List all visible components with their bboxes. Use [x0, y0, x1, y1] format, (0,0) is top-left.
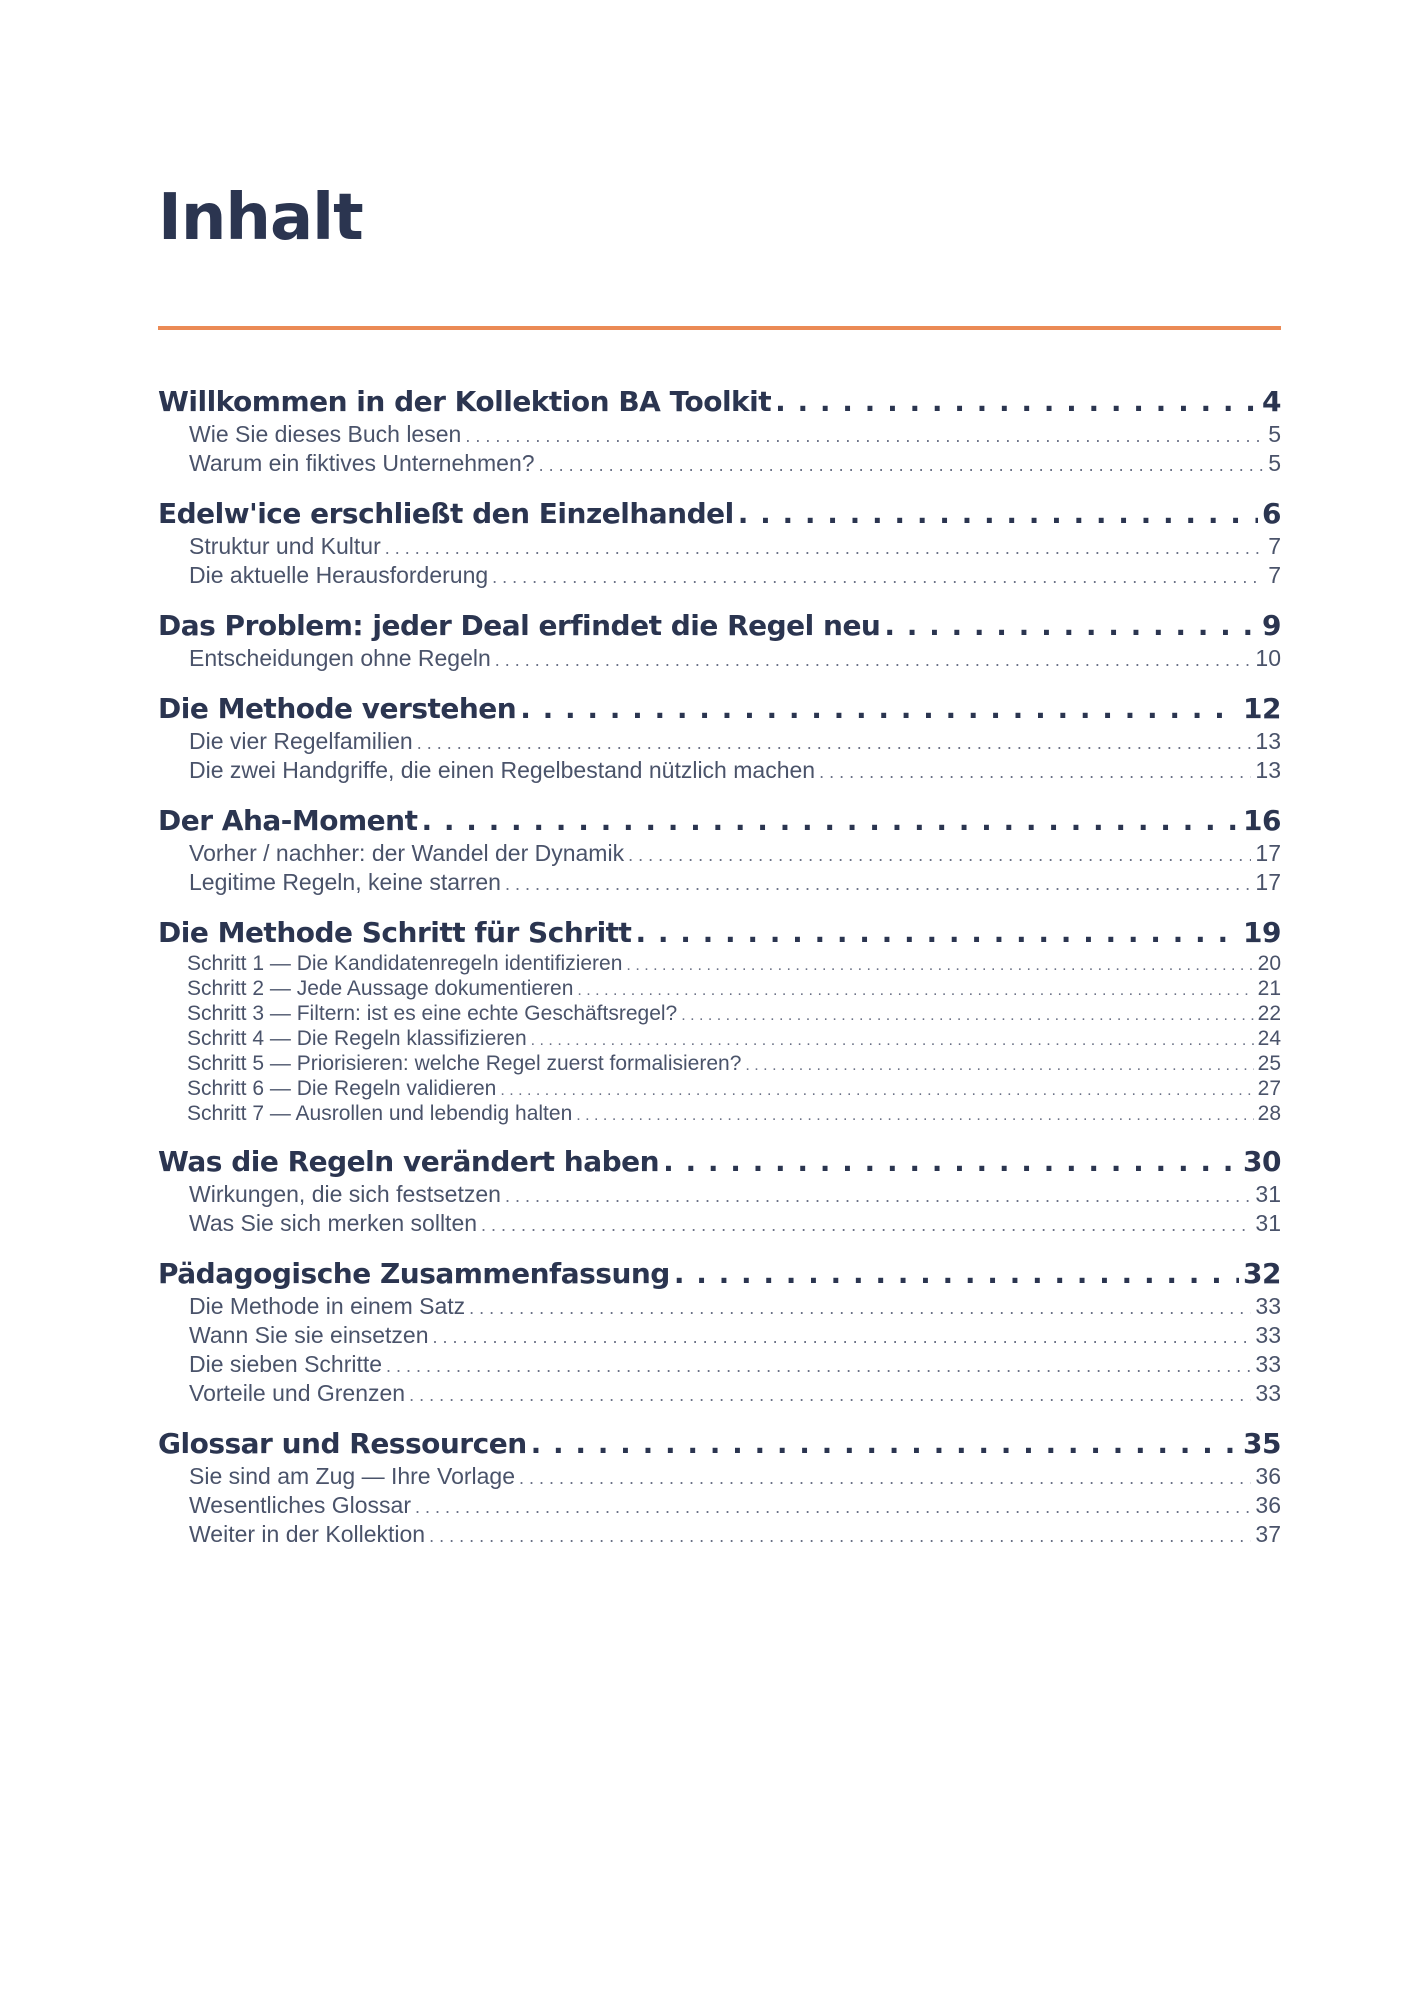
- dot-leader: [626, 953, 1253, 978]
- dot-leader: [495, 646, 1252, 675]
- dot-leader: [386, 1352, 1251, 1381]
- toc-chapter-block: [158, 608, 1281, 673]
- toc-section-entry-label: Was Sie sich merken sollten: [189, 1210, 478, 1236]
- toc-step-entry[interactable]: [158, 976, 1281, 1001]
- toc-chapter-entry-page-number: 4: [1262, 385, 1281, 418]
- toc-section-entry-label: Wesentliches Glossar: [189, 1492, 411, 1518]
- dot-leader: [519, 1464, 1251, 1493]
- toc-chapter-entry[interactable]: [158, 496, 1281, 532]
- toc-section-entry-label: Entscheidungen ohne Regeln: [189, 645, 491, 671]
- toc-section-entry[interactable]: [158, 532, 1281, 561]
- toc-chapter-entry[interactable]: [158, 384, 1281, 420]
- toc-chapter-block: [158, 1426, 1281, 1549]
- toc-chapter-entry-label: Das Problem: jeder Deal erfindet die Regel neu: [158, 609, 881, 642]
- toc-section-entry-page-number: 31: [1255, 1181, 1281, 1207]
- toc-chapter-block: [158, 803, 1281, 897]
- toc-section-entry-label: Die aktuelle Herausforderung: [189, 562, 489, 588]
- toc-chapter-entry-label: Willkommen in der Kollektion BA Toolkit: [158, 385, 772, 418]
- title-divider: [158, 326, 1281, 330]
- toc-section-entry-page-number: 33: [1255, 1293, 1281, 1319]
- toc-section-entry[interactable]: [158, 644, 1281, 673]
- toc-chapter-entry-page-number: 16: [1243, 804, 1281, 837]
- toc-section-entry-label: Legitime Regeln, keine starren: [189, 869, 501, 895]
- dot-leader: [531, 1028, 1254, 1053]
- toc-step-entry-page-number: 25: [1257, 1052, 1281, 1075]
- toc-section-entry[interactable]: [158, 1180, 1281, 1209]
- toc-section-entry-page-number: 33: [1255, 1322, 1281, 1348]
- dot-leader: [433, 1323, 1252, 1352]
- dot-leader: [884, 608, 1258, 644]
- dot-leader: [409, 1381, 1251, 1410]
- toc-section-entry-label: Wirkungen, die sich festsetzen: [189, 1181, 501, 1207]
- toc-step-entry-label: Schritt 2 — Jede Aussage dokumentieren: [187, 977, 574, 1000]
- toc-chapter-entry-page-number: 32: [1243, 1257, 1281, 1290]
- dot-leader: [628, 841, 1251, 870]
- toc-chapter-entry-page-number: 30: [1243, 1145, 1281, 1178]
- toc-section-entry-label: Weiter in der Kollektion: [189, 1521, 426, 1547]
- toc-section-entry-page-number: 31: [1255, 1210, 1281, 1236]
- toc-section-entry[interactable]: [158, 1292, 1281, 1321]
- toc-section-entry-page-number: 36: [1255, 1463, 1281, 1489]
- toc-chapter-block: [158, 915, 1281, 1126]
- toc-chapter-entry[interactable]: [158, 1426, 1281, 1462]
- toc-section-entry-page-number: 17: [1255, 869, 1281, 895]
- dot-leader: [520, 691, 1239, 727]
- page-title: Inhalt: [158, 181, 363, 255]
- toc-chapter-entry-label: Was die Regeln verändert haben: [158, 1145, 660, 1178]
- toc-step-entry-label: Schritt 6 — Die Regeln validieren: [187, 1077, 497, 1100]
- toc-section-entry-label: Struktur und Kultur: [189, 533, 381, 559]
- dot-leader: [745, 1053, 1253, 1078]
- toc-step-entry-label: Schritt 4 — Die Regeln klassifizieren: [187, 1027, 527, 1050]
- toc-chapter-entry-label: Die Methode verstehen: [158, 692, 517, 725]
- toc-chapter-entry[interactable]: [158, 803, 1281, 839]
- toc-section-entry-label: Die vier Regelfamilien: [189, 728, 413, 754]
- toc-step-entry[interactable]: [158, 1051, 1281, 1076]
- toc-section-entry-page-number: 13: [1255, 728, 1281, 754]
- toc-section-entry[interactable]: [158, 1520, 1281, 1549]
- dot-leader: [465, 422, 1264, 451]
- toc-section-entry-label: Warum ein fiktives Unternehmen?: [189, 450, 535, 476]
- toc-chapter-entry[interactable]: [158, 915, 1281, 951]
- toc-section-entry[interactable]: [158, 1462, 1281, 1491]
- toc-step-entry[interactable]: [158, 951, 1281, 976]
- toc-chapter-entry-page-number: 12: [1243, 692, 1281, 725]
- toc-chapter-entry[interactable]: [158, 691, 1281, 727]
- toc-step-entry-page-number: 24: [1257, 1027, 1281, 1050]
- toc-chapter-entry-label: Die Methode Schritt für Schritt: [158, 916, 632, 949]
- toc-section-entry-page-number: 33: [1255, 1380, 1281, 1406]
- dot-leader: [635, 915, 1239, 951]
- toc-step-entry[interactable]: [158, 1001, 1281, 1026]
- toc-chapter-entry-label: Glossar und Ressourcen: [158, 1427, 527, 1460]
- toc-section-entry-label: Wann Sie sie einsetzen: [189, 1322, 429, 1348]
- dot-leader: [775, 384, 1258, 420]
- toc-chapter-entry[interactable]: [158, 608, 1281, 644]
- toc-section-entry-page-number: 10: [1255, 645, 1281, 671]
- toc-section-entry[interactable]: [158, 1321, 1281, 1350]
- toc-section-entry-label: Die zwei Handgriffe, die einen Regelbestand nützlich machen: [189, 757, 816, 783]
- toc-chapter-entry-label: Der Aha-Moment: [158, 804, 418, 837]
- toc-chapter-block: [158, 496, 1281, 590]
- toc-chapter-block: [158, 691, 1281, 785]
- toc-section-entry-page-number: 17: [1255, 840, 1281, 866]
- toc-section-entry-page-number: 33: [1255, 1351, 1281, 1377]
- toc-step-entry[interactable]: [158, 1101, 1281, 1126]
- toc-step-entry-page-number: 20: [1257, 952, 1281, 975]
- toc-section-entry-page-number: 36: [1255, 1492, 1281, 1518]
- dot-leader: [738, 496, 1258, 532]
- dot-leader: [422, 803, 1240, 839]
- dot-leader: [385, 534, 1264, 563]
- dot-leader: [819, 758, 1251, 787]
- toc-chapter-block: [158, 1256, 1281, 1408]
- toc-step-entry-label: Schritt 5 — Priorisieren: welche Regel zuerst formalisieren?: [187, 1052, 742, 1075]
- dot-leader: [481, 1211, 1251, 1240]
- dot-leader: [500, 1078, 1253, 1103]
- toc-step-entry-page-number: 22: [1257, 1002, 1281, 1025]
- toc-chapter-block: [158, 1144, 1281, 1238]
- dot-leader: [531, 1426, 1239, 1462]
- toc-section-entry-page-number: 7: [1268, 533, 1281, 559]
- dot-leader: [505, 870, 1251, 899]
- toc-section-entry-label: Vorher / nachher: der Wandel der Dynamik: [189, 840, 625, 866]
- toc-section-entry[interactable]: [158, 1491, 1281, 1520]
- toc-chapter-entry[interactable]: [158, 1144, 1281, 1180]
- toc-section-entry[interactable]: [158, 449, 1281, 478]
- toc-chapter-entry-page-number: 19: [1243, 916, 1281, 949]
- dot-leader: [469, 1294, 1251, 1323]
- dot-leader: [539, 451, 1265, 480]
- table-of-contents: [158, 384, 1281, 1567]
- toc-section-entry[interactable]: [158, 420, 1281, 449]
- toc-step-entry-page-number: 27: [1257, 1077, 1281, 1100]
- toc-step-entry-label: Schritt 3 — Filtern: ist es eine echte Geschäftsregel?: [187, 1002, 678, 1025]
- toc-section-entry-page-number: 5: [1268, 450, 1281, 476]
- toc-section-entry-page-number: 37: [1255, 1521, 1281, 1547]
- dot-leader: [674, 1256, 1239, 1292]
- toc-step-entry[interactable]: [158, 1026, 1281, 1051]
- dot-leader: [492, 563, 1264, 592]
- toc-section-entry[interactable]: [158, 1209, 1281, 1238]
- toc-section-entry[interactable]: [158, 868, 1281, 897]
- dot-leader: [429, 1522, 1251, 1551]
- toc-step-entry-label: Schritt 1 — Die Kandidatenregeln identifizieren: [187, 952, 623, 975]
- toc-step-entry-label: Schritt 7 — Ausrollen und lebendig halten: [187, 1102, 573, 1125]
- toc-chapter-entry-page-number: 9: [1262, 609, 1281, 642]
- toc-section-entry-label: Wie Sie dieses Buch lesen: [189, 421, 462, 447]
- dot-leader: [576, 1103, 1253, 1128]
- toc-section-entry-page-number: 5: [1268, 421, 1281, 447]
- toc-section-entry-page-number: 7: [1268, 562, 1281, 588]
- toc-step-entry-page-number: 28: [1257, 1102, 1281, 1125]
- toc-section-entry-page-number: 13: [1255, 757, 1281, 783]
- toc-section-entry[interactable]: [158, 756, 1281, 785]
- toc-step-entry-page-number: 21: [1257, 977, 1281, 1000]
- dot-leader: [663, 1144, 1239, 1180]
- dot-leader: [577, 978, 1253, 1003]
- toc-section-entry[interactable]: [158, 561, 1281, 590]
- toc-section-entry-label: Die Methode in einem Satz: [189, 1293, 466, 1319]
- toc-section-entry[interactable]: [158, 839, 1281, 868]
- toc-chapter-entry-label: Edelw'ice erschließt den Einzelhandel: [158, 497, 734, 530]
- toc-chapter-entry-page-number: 35: [1243, 1427, 1281, 1460]
- toc-step-entry[interactable]: [158, 1076, 1281, 1101]
- toc-chapter-entry-page-number: 6: [1262, 497, 1281, 530]
- toc-chapter-block: [158, 384, 1281, 478]
- toc-section-entry[interactable]: [158, 727, 1281, 756]
- dot-leader: [417, 729, 1252, 758]
- dot-leader: [505, 1182, 1251, 1211]
- toc-chapter-entry[interactable]: [158, 1256, 1281, 1292]
- toc-section-entry[interactable]: [158, 1350, 1281, 1379]
- toc-section-entry-label: Vorteile und Grenzen: [189, 1380, 406, 1406]
- toc-section-entry-label: Die sieben Schritte: [189, 1351, 383, 1377]
- toc-section-entry-label: Sie sind am Zug — Ihre Vorlage: [189, 1463, 515, 1489]
- toc-section-entry[interactable]: [158, 1379, 1281, 1408]
- dot-leader: [415, 1493, 1251, 1522]
- toc-chapter-entry-label: Pädagogische Zusammenfassung: [158, 1257, 670, 1290]
- dot-leader: [681, 1003, 1253, 1028]
